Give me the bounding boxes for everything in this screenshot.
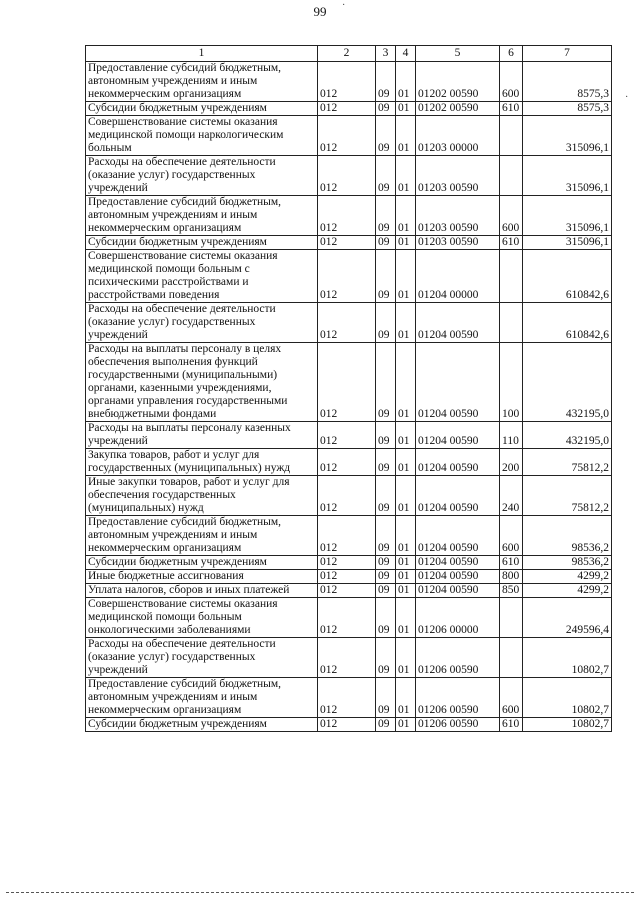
subsection-code-cell: 01 [396,678,416,718]
admin-code-cell: 012 [318,156,376,196]
expense-type-cell [500,250,523,303]
amount-cell: 8575,3 [523,102,612,116]
target-article-cell: 01204 00590 [416,422,500,449]
row-name-cell: Субсидии бюджетным учреждениям [86,718,318,732]
subsection-code-cell: 01 [396,556,416,570]
subsection-code-cell: 01 [396,236,416,250]
column-header: 6 [500,46,523,62]
admin-code-cell: 012 [318,102,376,116]
table-row [86,196,612,236]
expense-type-cell: 610 [500,718,523,732]
admin-code-cell: 012 [318,584,376,598]
table-row [86,584,612,598]
row-name-cell: Предоставление субсидий бюджетным, автономным учреждениям и иным некоммерческим организациям [86,196,318,236]
row-name-cell: Совершенствование системы оказания медицинской помощи наркологическим больным [86,116,318,156]
section-code-cell: 09 [376,556,396,570]
amount-cell: 432195,0 [523,343,612,422]
amount-cell: 4299,2 [523,584,612,598]
expense-type-cell [500,638,523,678]
column-header: 5 [416,46,500,62]
subsection-code-cell: 01 [396,343,416,422]
admin-code-cell: 012 [318,516,376,556]
amount-cell: 8575,3 [523,62,612,102]
column-header: 2 [318,46,376,62]
target-article-cell: 01206 00590 [416,678,500,718]
admin-code-cell: 012 [318,196,376,236]
amount-cell: 610842,6 [523,250,612,303]
amount-cell: 10802,7 [523,678,612,718]
subsection-code-cell: 01 [396,584,416,598]
table-row [86,102,612,116]
section-code-cell: 09 [376,116,396,156]
admin-code-cell: 012 [318,236,376,250]
table-row [86,598,612,638]
amount-cell: 75812,2 [523,476,612,516]
row-name-cell: Совершенствование системы оказания медицинской помощи больным онкологическими заболеваниями [86,598,318,638]
row-name-cell: Предоставление субсидий бюджетным, автономным учреждениям и иным некоммерческим организациям [86,62,318,102]
row-name-cell: Субсидии бюджетным учреждениям [86,102,318,116]
expense-type-cell: 240 [500,476,523,516]
section-code-cell: 09 [376,196,396,236]
amount-cell: 10802,7 [523,718,612,732]
subsection-code-cell: 01 [396,422,416,449]
subsection-code-cell: 01 [396,62,416,102]
expense-type-cell [500,156,523,196]
subsection-code-cell: 01 [396,516,416,556]
table-row [86,476,612,516]
target-article-cell: 01204 00590 [416,303,500,343]
column-header: 4 [396,46,416,62]
amount-cell: 432195,0 [523,422,612,449]
section-code-cell: 09 [376,62,396,102]
header-row [86,46,612,62]
table-row [86,156,612,196]
budget-table [85,45,612,732]
table-row [86,303,612,343]
section-code-cell: 09 [376,156,396,196]
subsection-code-cell: 01 [396,303,416,343]
section-code-cell: 09 [376,718,396,732]
target-article-cell: 01204 00590 [416,570,500,584]
table-row [86,718,612,732]
page-number: 99 [313,4,327,19]
admin-code-cell: 012 [318,422,376,449]
expense-type-cell: 600 [500,516,523,556]
target-article-cell: 01204 00590 [416,449,500,476]
target-article-cell: 01206 00000 [416,598,500,638]
admin-code-cell: 012 [318,343,376,422]
target-article-cell: 01204 00000 [416,250,500,303]
expense-type-cell: 600 [500,196,523,236]
row-name-cell: Предоставление субсидий бюджетным, автономным учреждениям и иным некоммерческим организациям [86,678,318,718]
row-name-cell: Расходы на выплаты персоналу казенных учреждений [86,422,318,449]
amount-cell: 75812,2 [523,449,612,476]
scan-speck: · [342,0,346,11]
row-name-cell: Уплата налогов, сборов и иных платежей [86,584,318,598]
section-code-cell: 09 [376,476,396,516]
admin-code-cell: 012 [318,638,376,678]
expense-type-cell: 110 [500,422,523,449]
row-name-cell: Субсидии бюджетным учреждениям [86,556,318,570]
section-code-cell: 09 [376,250,396,303]
target-article-cell: 01206 00590 [416,718,500,732]
row-name-cell: Предоставление субсидий бюджетным, автономным учреждениям и иным некоммерческим организациям [86,516,318,556]
row-name-cell: Иные закупки товаров, работ и услуг для обеспечения государственных (муниципальных) нужд [86,476,318,516]
table-row [86,678,612,718]
target-article-cell: 01204 00590 [416,584,500,598]
admin-code-cell: 012 [318,303,376,343]
section-code-cell: 09 [376,422,396,449]
expense-type-cell: 600 [500,678,523,718]
table-row [86,343,612,422]
expense-type-cell: 600 [500,62,523,102]
table-row [86,250,612,303]
section-code-cell: 09 [376,343,396,422]
row-name-cell: Расходы на обеспечение деятельности (оказание услуг) государственных учреждений [86,156,318,196]
table-row [86,236,612,250]
target-article-cell: 01203 00000 [416,116,500,156]
admin-code-cell: 012 [318,116,376,156]
row-name-cell: Расходы на выплаты персоналу в целях обеспечения выполнения функций государственными (муниципальными) органами, казенными учреждениями, органами управления государственными внебюджетными фондами [86,343,318,422]
subsection-code-cell: 01 [396,638,416,678]
section-code-cell: 09 [376,303,396,343]
expense-type-cell: 200 [500,449,523,476]
amount-cell: 249596,4 [523,598,612,638]
section-code-cell: 09 [376,516,396,556]
amount-cell: 315096,1 [523,116,612,156]
row-name-cell: Закупка товаров, работ и услуг для государственных (муниципальных) нужд [86,449,318,476]
section-code-cell: 09 [376,638,396,678]
expense-type-cell: 800 [500,570,523,584]
section-code-cell: 09 [376,236,396,250]
amount-cell: 315096,1 [523,236,612,250]
target-article-cell: 01202 00590 [416,102,500,116]
table-row [86,116,612,156]
target-article-cell: 01203 00590 [416,156,500,196]
expense-type-cell [500,116,523,156]
subsection-code-cell: 01 [396,718,416,732]
target-article-cell: 01204 00590 [416,343,500,422]
subsection-code-cell: 01 [396,102,416,116]
table-body [86,62,612,732]
subsection-code-cell: 01 [396,116,416,156]
table-row [86,638,612,678]
subsection-code-cell: 01 [396,570,416,584]
amount-cell: 98536,2 [523,516,612,556]
amount-cell: 4299,2 [523,570,612,584]
expense-type-cell: 610 [500,236,523,250]
section-code-cell: 09 [376,598,396,638]
target-article-cell: 01203 00590 [416,196,500,236]
amount-cell: 98536,2 [523,556,612,570]
target-article-cell: 01204 00590 [416,516,500,556]
amount-cell: 10802,7 [523,638,612,678]
admin-code-cell: 012 [318,250,376,303]
subsection-code-cell: 01 [396,449,416,476]
amount-cell: 315096,1 [523,156,612,196]
admin-code-cell: 012 [318,476,376,516]
admin-code-cell: 012 [318,718,376,732]
subsection-code-cell: 01 [396,250,416,303]
section-code-cell: 09 [376,102,396,116]
expense-type-cell: 610 [500,556,523,570]
table-row [86,516,612,556]
subsection-code-cell: 01 [396,476,416,516]
row-name-cell: Совершенствование системы оказания медицинской помощи больным с психическими расстройствами и расстройствами поведения [86,250,318,303]
section-code-cell: 09 [376,678,396,718]
target-article-cell: 01202 00590 [416,62,500,102]
row-name-cell: Субсидии бюджетным учреждениям [86,236,318,250]
scan-speck: · [625,92,629,103]
row-name-cell: Расходы на обеспечение деятельности (оказание услуг) государственных учреждений [86,638,318,678]
admin-code-cell: 012 [318,598,376,638]
subsection-code-cell: 01 [396,196,416,236]
table-row [86,570,612,584]
amount-cell: 610842,6 [523,303,612,343]
expense-type-cell [500,598,523,638]
section-code-cell: 09 [376,449,396,476]
admin-code-cell: 012 [318,556,376,570]
subsection-code-cell: 01 [396,156,416,196]
expense-type-cell: 610 [500,102,523,116]
target-article-cell: 01204 00590 [416,476,500,516]
column-header: 3 [376,46,396,62]
admin-code-cell: 012 [318,62,376,102]
subsection-code-cell: 01 [396,598,416,638]
expense-type-cell [500,303,523,343]
expense-type-cell: 100 [500,343,523,422]
scan-edge-line [6,892,634,893]
row-name-cell: Иные бюджетные ассигнования [86,570,318,584]
section-code-cell: 09 [376,584,396,598]
table-row [86,556,612,570]
target-article-cell: 01204 00590 [416,556,500,570]
expense-type-cell: 850 [500,584,523,598]
column-header: 1 [86,46,318,62]
admin-code-cell: 012 [318,570,376,584]
admin-code-cell: 012 [318,449,376,476]
section-code-cell: 09 [376,570,396,584]
column-header: 7 [523,46,612,62]
table-row [86,62,612,102]
row-name-cell: Расходы на обеспечение деятельности (оказание услуг) государственных учреждений [86,303,318,343]
admin-code-cell: 012 [318,678,376,718]
target-article-cell: 01203 00590 [416,236,500,250]
target-article-cell: 01206 00590 [416,638,500,678]
table-row [86,422,612,449]
table-row [86,449,612,476]
amount-cell: 315096,1 [523,196,612,236]
